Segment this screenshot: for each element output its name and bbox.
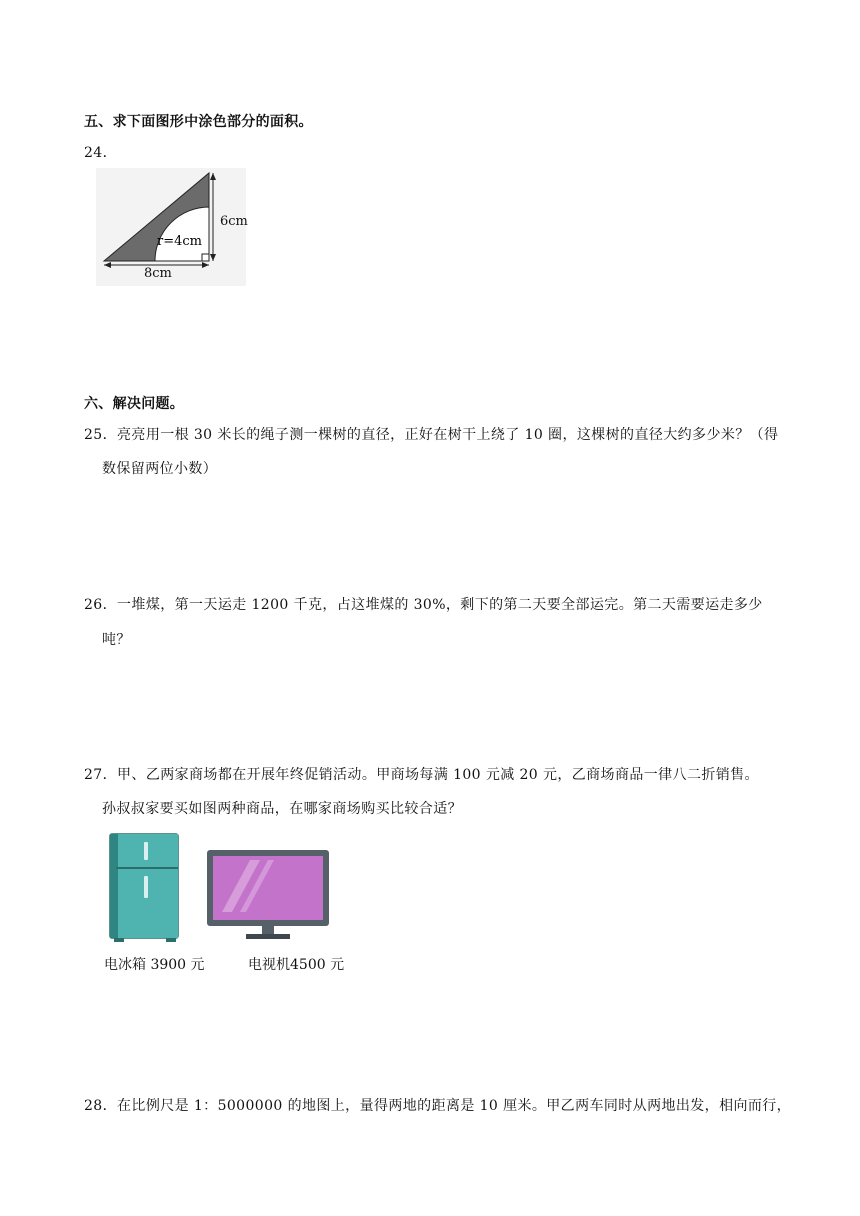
- question-26-line2: 吨？: [102, 632, 131, 648]
- question-26-line1: 26．一堆煤，第一天运走 1200 千克，占这堆煤的 30%，剩下的第二天要全部运完。第二天需要运走多少: [84, 597, 763, 613]
- shaded-area-figure: [96, 168, 256, 286]
- fridge-caption: 电冰箱 3900 元: [104, 957, 205, 973]
- section-6-heading: 六、解决问题。: [84, 396, 185, 412]
- question-27-line2: 孙叔叔家要买如图两种商品，在哪家商场购买比较合适？: [102, 801, 462, 817]
- tv-caption: 电视机4500 元: [248, 957, 345, 973]
- question-25-line2: 数保留两位小数）: [102, 461, 218, 477]
- products-image: [100, 830, 352, 976]
- fridge-icon: [110, 834, 178, 942]
- question-28-line1: 28．在比例尺是 1：5000000 的地图上，量得两地的距离是 10 厘米。甲乙两车同时从两地出发，相向而行，: [84, 1098, 792, 1114]
- question-27-line1: 27．甲、乙两家商场都在开展年终促销活动。甲商场每满 100 元减 20 元，乙商场商品一律八二折销售。: [84, 767, 759, 783]
- tv-icon: [207, 850, 329, 939]
- question-25-line1: 25．亮亮用一根 30 米长的绳子测一棵树的直径，正好在树干上绕了 10 圈，这棵树的直径大约多少米？（得: [84, 427, 779, 443]
- question-24-number: 24．: [84, 145, 118, 161]
- section-5-heading: 五、求下面图形中涂色部分的面积。: [84, 114, 313, 130]
- height-label: 6cm: [220, 214, 248, 229]
- base-label: 8cm: [144, 266, 172, 281]
- radius-label: r=4cm: [157, 234, 202, 249]
